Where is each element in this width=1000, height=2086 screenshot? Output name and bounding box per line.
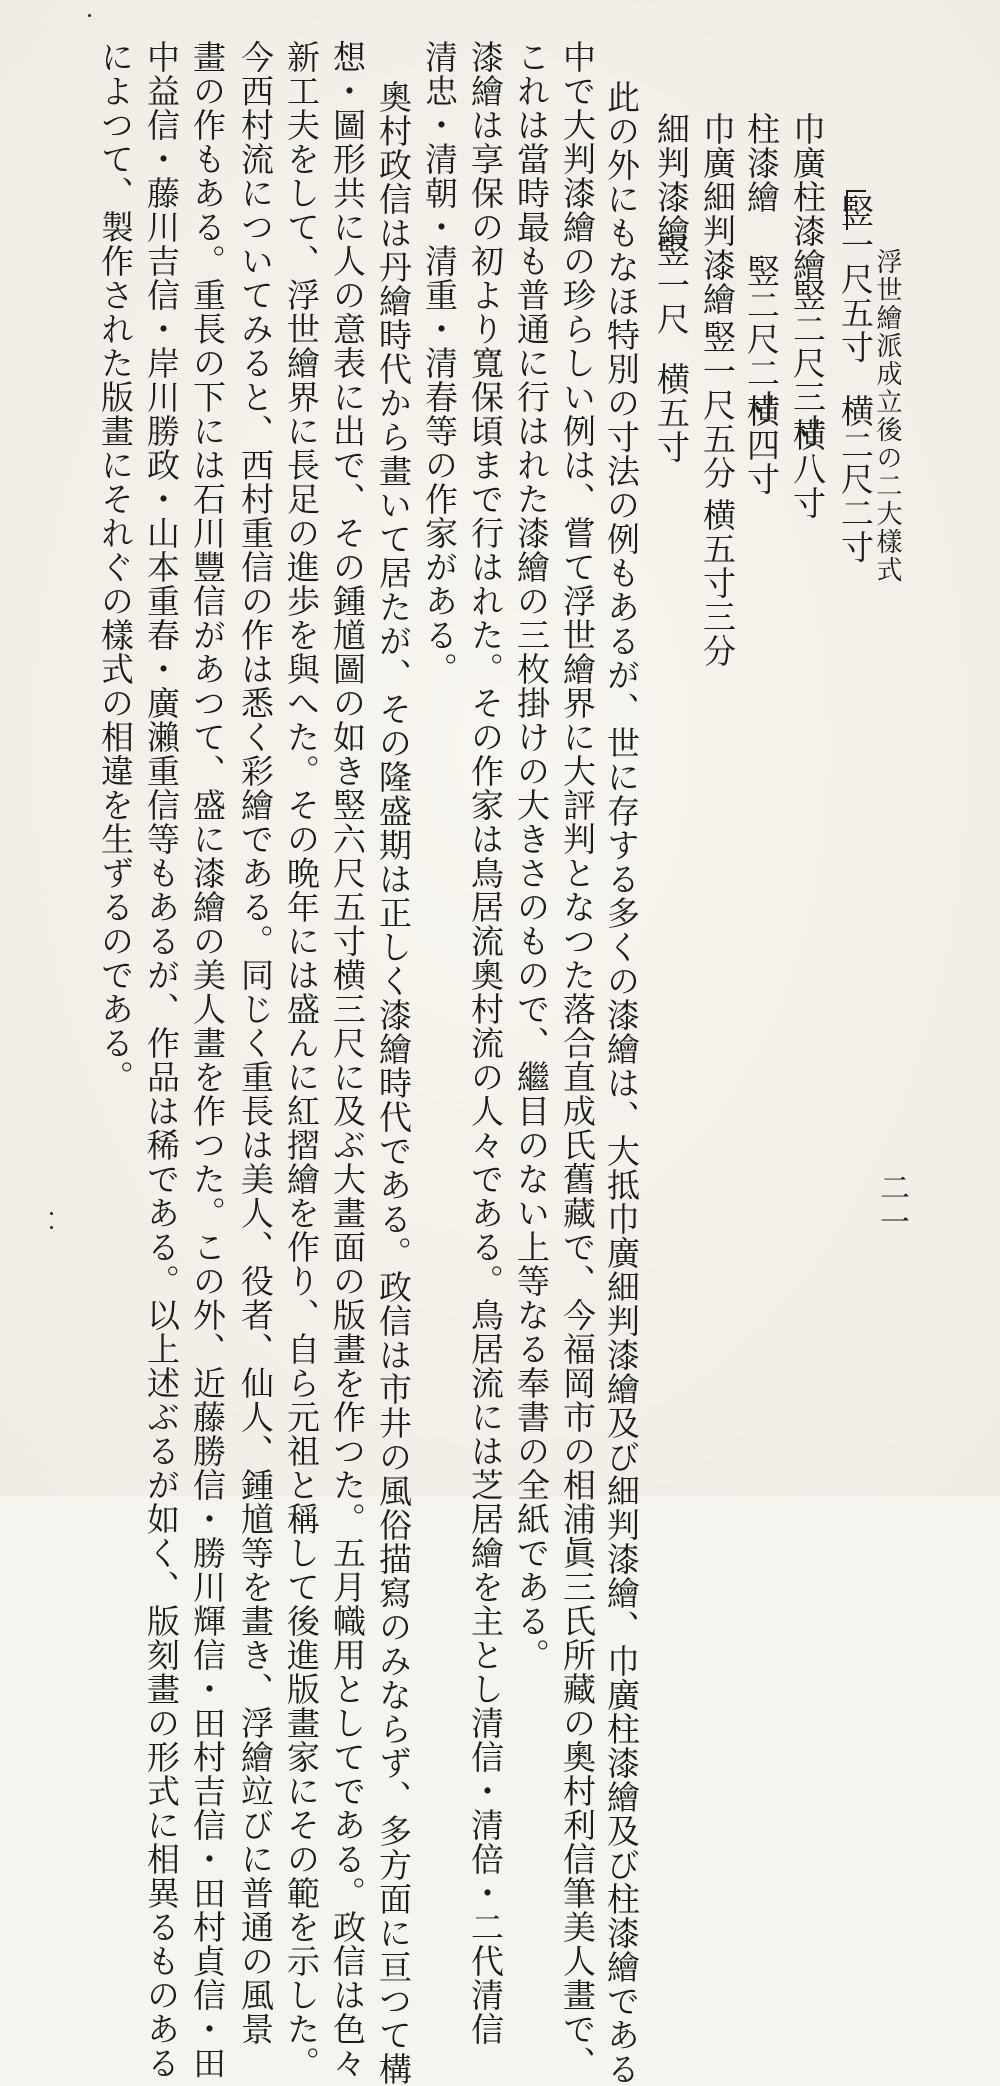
running-title: 浮世繪派成立後の二大樣式 [872, 248, 902, 584]
body-line: 中益信・藤川吉信・岸川勝政・山本重春・廣瀨重信等もあるが、作品は稀である。以上述ぶるが如く、版刻畫の形式に相異るものある [142, 40, 181, 2080]
table-row-0-dim1: 竪一尺五寸 [836, 194, 875, 364]
body-line: 今西村流についてみると、西村重信の作は悉く彩繪である。同じく重長は美人、役者、仙人、鍾馗等を畫き、浮繪竝びに普通の風景 [236, 40, 275, 2046]
body-line: 新工夫をして、浮世繪界に長足の進歩を與へた。その晩年には盛んに紅摺繪を作り、自ら元祖と稱して後進版畫家にその範を示した。 [282, 40, 321, 2080]
table-row-1-dim2: 横八寸 [788, 418, 827, 520]
body-line: 想・圖形共に人の意表に出で、その鍾馗圖の如き竪六尺五寸横三尺に及ぶ大畫面の版畫を作つた。五月幟用としてである。政信は色々 [328, 40, 367, 2080]
scan-speck [50, 1226, 53, 1229]
table-row-4-label: 細判漆繪 [652, 112, 691, 248]
body-line: 中で大判漆繪の珍らしい例は、嘗て浮世繪界に大評判となつた落合直成氏舊藏で、今福岡市の相浦眞三氏所藏の奧村利信筆美人畫で、 [558, 40, 597, 2080]
body-line: 清忠・清朝・清重・清春等の作家がある。 [420, 40, 459, 686]
table-row-4-dim1: 竪一尺 [652, 234, 691, 336]
table-row-1-dim1: 竪二尺三寸 [788, 278, 827, 448]
body-line: 漆繪は享保の初より寬保頃まで行はれた。その作家は鳥居流奧村流の人々である。鳥居流には芝居繪を主とし清信・清倍・二代清信 [466, 40, 505, 2046]
scan-speck [50, 1212, 53, 1215]
table-row-0-dim2: 横二尺二寸 [836, 394, 875, 564]
table-row-2-label: 柱漆繪 [742, 112, 781, 214]
body-line: 畫の作もある。重長の下には石川豐信があつて、盛に漆繪の美人畫を作つた。この外、近藤勝信・勝川輝信・田村吉信・田村貞信・田 [188, 40, 227, 2080]
scan-speck [88, 14, 91, 17]
table-row-2-dim2: 横四寸 [742, 394, 781, 496]
body-line: 奧村政信は丹繪時代から畫いて居たが、その隆盛期は正しく漆繪時代である。政信は市井の風俗描寫のみならず、多方面に亘つて構 [374, 80, 413, 2086]
table-row-1-label: 巾廣柱漆繪 [788, 112, 827, 282]
table-row-3-dim2: 横五寸三分 [698, 498, 737, 668]
bracket-mark-top [846, 190, 866, 192]
table-row-3-dim1: 竪一尺五分 [698, 320, 737, 490]
table-row-4-dim2: 横五寸 [652, 362, 691, 464]
body-line: によつて、製作された版畫にそれぐの樣式の相違を生ずるのである。 [96, 40, 135, 1094]
body-line: 此の外にもなほ特別の寸法の例もあるが、世に存する多くの漆繪は、大抵巾廣細判漆繪及び細判漆繪、巾廣柱漆繪及び柱漆繪である [602, 80, 641, 2086]
page-number: 二一 [874, 1172, 909, 1240]
body-line: これは當時最も普通に行はれた漆繪の三枚掛けの大きさのもので、繼目のない上等なる奉書の全紙である。 [512, 40, 551, 1672]
table-row-2-dim1: 竪二尺二寸 [742, 254, 781, 424]
table-row-3-label: 巾廣細判漆繪 [698, 112, 737, 316]
